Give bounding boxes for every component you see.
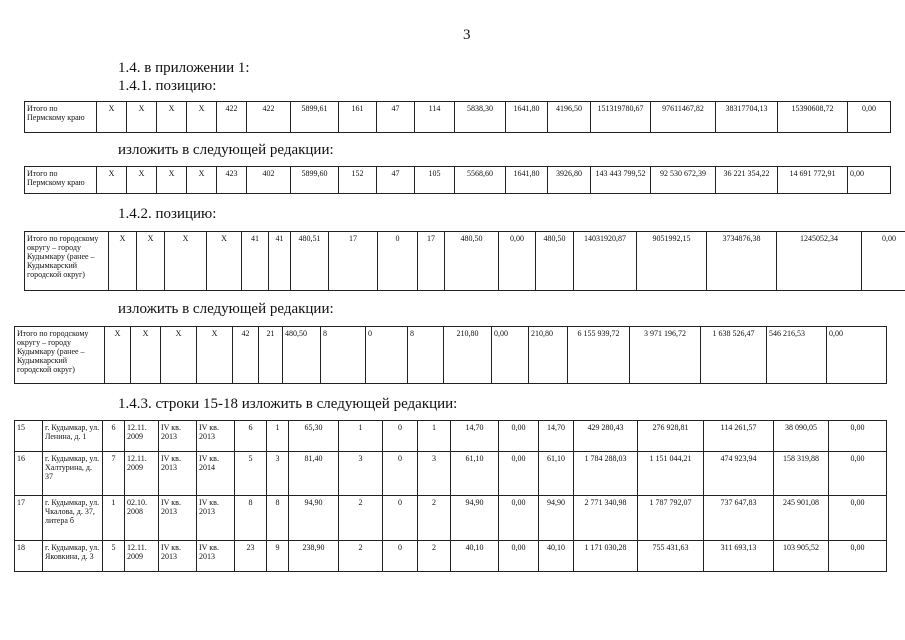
table-cell: 737 647,83 [704, 496, 774, 540]
table-cell: 4196,50 [548, 102, 591, 133]
table-cell: 16 [15, 452, 43, 496]
table-cell: 0,00 [827, 327, 887, 384]
table-cell: 17 [418, 232, 445, 291]
table-cell: X [127, 167, 157, 194]
table-cell: X [127, 102, 157, 133]
table-cell: 1 [339, 421, 383, 452]
table-cell: 15390608,72 [778, 102, 848, 133]
table-cell: 311 693,13 [704, 540, 774, 571]
table-cell: 40,10 [539, 540, 574, 571]
table-cell: 1 151 044,21 [638, 452, 704, 496]
table-cell: IV кв. 2013 [159, 421, 197, 452]
table-cell: 9051992,15 [637, 232, 707, 291]
table-row [15, 327, 887, 384]
table-cell: 151319780,67 [591, 102, 651, 133]
table-cell: 1 787 792,07 [638, 496, 704, 540]
table-cell: 1 [418, 421, 451, 452]
table-cell: 18 [15, 540, 43, 571]
table-row [25, 102, 891, 133]
table-cell: X [97, 167, 127, 194]
table-cell: 3734876,38 [707, 232, 777, 291]
table-cell: 0 [383, 452, 418, 496]
table-cell: IV кв. 2013 [159, 452, 197, 496]
table-cell: IV кв. 2014 [197, 452, 235, 496]
table-position-1-4-2-new [14, 326, 887, 384]
table-cell: 7 [103, 452, 125, 496]
table-cell: 6 155 939,72 [568, 327, 630, 384]
table-cell: 480,51 [291, 232, 329, 291]
table-cell: 1 784 288,03 [574, 452, 638, 496]
table-cell: X [197, 327, 233, 384]
table-cell: X [137, 232, 165, 291]
table-cell: 1 638 526,47 [701, 327, 767, 384]
table-cell: 0,00 [862, 232, 905, 291]
table-cell: 1 [267, 421, 289, 452]
table-cell: 12.11. 2009 [125, 421, 159, 452]
table-cell: 38317704,13 [716, 102, 778, 133]
table-cell: 1641,80 [506, 167, 548, 194]
table-cell: 114 [415, 102, 455, 133]
table-cell: 480,50 [283, 327, 321, 384]
table-cell: X [109, 232, 137, 291]
table-cell: 0 [383, 540, 418, 571]
table-cell: 480,50 [445, 232, 499, 291]
heading-rows-15-18: 1.4.3. строки 15-18 изложить в следующей редакции: [118, 396, 458, 412]
table-cell: 245 901,08 [774, 496, 829, 540]
table-cell: 15 [15, 421, 43, 452]
table-cell: г. Кудымкар, ул. Чкалова, д. 37, литера б [43, 496, 103, 540]
table-cell: 17 [15, 496, 43, 540]
table-cell: 6 [103, 421, 125, 452]
table-cell: 92 530 672,39 [651, 167, 716, 194]
table-position-1-4-2-original [24, 231, 905, 291]
table-cell: 2 [418, 496, 451, 540]
table-cell: 0,00 [829, 540, 887, 571]
table-cell: 755 431,63 [638, 540, 704, 571]
table-cell: 97611467,82 [651, 102, 716, 133]
table-cell: 402 [247, 167, 291, 194]
table-cell: 41 [269, 232, 291, 291]
table-cell: 47 [377, 167, 415, 194]
table-cell: г. Кудымкар, ул. Яковкина, д. 3 [43, 540, 103, 571]
table-rows-15-18 [14, 420, 887, 572]
table-cell: IV кв. 2013 [159, 540, 197, 571]
table-cell: 423 [217, 167, 247, 194]
table-cell: 42 [233, 327, 259, 384]
table-cell: 8 [235, 496, 267, 540]
table-cell: X [165, 232, 207, 291]
heading-position-1-4-2: 1.4.2. позицию: [118, 206, 217, 222]
table-cell: 9 [267, 540, 289, 571]
table-position-1-4-1-new [24, 166, 891, 194]
table-cell: 94,90 [289, 496, 339, 540]
table-cell: 3 [418, 452, 451, 496]
table-cell: 02.10. 2008 [125, 496, 159, 540]
table-cell: IV кв. 2013 [197, 540, 235, 571]
table-cell: 94,90 [539, 496, 574, 540]
table-cell: IV кв. 2013 [197, 496, 235, 540]
table-cell: 0 [383, 421, 418, 452]
table-cell: 8 [267, 496, 289, 540]
table-row [15, 452, 887, 496]
table-cell: 276 928,81 [638, 421, 704, 452]
table-cell: 12.11. 2009 [125, 540, 159, 571]
heading-new-edition-2: изложить в следующей редакции: [118, 301, 334, 317]
table-cell: 238,90 [289, 540, 339, 571]
table-cell: 17 [329, 232, 378, 291]
table-cell: 1245052,34 [777, 232, 862, 291]
table-cell: 38 090,05 [774, 421, 829, 452]
table-cell: 5 [103, 540, 125, 571]
page-number: 3 [463, 27, 471, 43]
heading-section-1-4: 1.4. в приложении 1: [118, 60, 250, 76]
table-cell: 21 [259, 327, 283, 384]
table-cell: 5 [235, 452, 267, 496]
row-label: Итого по городскому округу – городу Кудымкару (ранее – Кудымкарский городской округ) [25, 232, 109, 291]
table-cell: 8 [408, 327, 444, 384]
table-cell: 422 [247, 102, 291, 133]
table-cell: 0 [366, 327, 408, 384]
table-cell: 0 [378, 232, 418, 291]
table-cell: 210,80 [444, 327, 492, 384]
table-cell: г. Кудымкар, ул. Ленина, д. 1 [43, 421, 103, 452]
table-cell: 0,00 [499, 540, 539, 571]
table-cell: 2 [418, 540, 451, 571]
table-cell: 0 [383, 496, 418, 540]
table-cell: 40,10 [451, 540, 499, 571]
table-cell: 0,00 [829, 496, 887, 540]
table-cell: 0,00 [829, 452, 887, 496]
row-label: Итого по Пермскому краю [25, 102, 97, 133]
table-cell: 5838,30 [455, 102, 506, 133]
table-cell: г. Кудымкар, ул. Халтурина, д. 37 [43, 452, 103, 496]
row-label: Итого по Пермскому краю [25, 167, 97, 194]
table-cell: 3 [339, 452, 383, 496]
table-position-1-4-1-original [24, 101, 891, 133]
table-row [15, 496, 887, 540]
table-cell: 14,70 [451, 421, 499, 452]
table-cell: 5568,60 [455, 167, 506, 194]
table-cell: 161 [339, 102, 377, 133]
table-cell: 14 691 772,91 [778, 167, 848, 194]
table-cell: 5899,60 [291, 167, 339, 194]
table-cell: IV кв. 2013 [159, 496, 197, 540]
table-row [25, 167, 891, 194]
heading-position-1-4-1: 1.4.1. позицию: [118, 78, 217, 94]
heading-new-edition-1: изложить в следующей редакции: [118, 142, 334, 158]
table-cell: 1641,80 [506, 102, 548, 133]
table-row [15, 421, 887, 452]
table-cell: 143 443 799,52 [591, 167, 651, 194]
table-cell: 61,10 [539, 452, 574, 496]
table-cell: X [97, 102, 127, 133]
table-cell: 61,10 [451, 452, 499, 496]
table-cell: 152 [339, 167, 377, 194]
table-cell: 1 171 030,28 [574, 540, 638, 571]
table-cell: 158 319,88 [774, 452, 829, 496]
table-cell: X [187, 102, 217, 133]
table-cell: 114 261,57 [704, 421, 774, 452]
table-cell: 14031920,87 [574, 232, 637, 291]
row-label: Итого по городскому округу – городу Кудымкару (ранее – Кудымкарский городской округ) [15, 327, 105, 384]
table-cell: 0,00 [499, 496, 539, 540]
table-cell: 0,00 [499, 452, 539, 496]
table-cell: 0,00 [492, 327, 529, 384]
table-cell: 3926,80 [548, 167, 591, 194]
table-cell: 0,00 [499, 421, 539, 452]
table-cell: 210,80 [529, 327, 568, 384]
table-cell: 36 221 354,22 [716, 167, 778, 194]
table-cell: X [161, 327, 197, 384]
table-cell: 23 [235, 540, 267, 571]
table-row [15, 540, 887, 571]
table-cell: 65,30 [289, 421, 339, 452]
table-cell: IV кв. 2013 [197, 421, 235, 452]
table-cell: X [105, 327, 131, 384]
table-cell: 0,00 [829, 421, 887, 452]
table-cell: 0,00 [499, 232, 536, 291]
table-cell: X [187, 167, 217, 194]
table-cell: 429 280,43 [574, 421, 638, 452]
table-cell: 474 923,94 [704, 452, 774, 496]
table-cell: 0,00 [848, 102, 891, 133]
table-cell: X [131, 327, 161, 384]
table-cell: X [207, 232, 242, 291]
table-cell: 81,40 [289, 452, 339, 496]
table-cell: 47 [377, 102, 415, 133]
table-cell: 0,00 [848, 167, 891, 194]
table-cell: 41 [242, 232, 269, 291]
table-cell: 5899,61 [291, 102, 339, 133]
table-cell: 546 216,53 [767, 327, 827, 384]
table-cell: 2 [339, 496, 383, 540]
table-cell: 103 905,52 [774, 540, 829, 571]
table-cell: 94,90 [451, 496, 499, 540]
table-cell: X [157, 102, 187, 133]
table-cell: 1 [103, 496, 125, 540]
table-cell: 2 [339, 540, 383, 571]
table-cell: 422 [217, 102, 247, 133]
table-cell: 12.11. 2009 [125, 452, 159, 496]
table-cell: 105 [415, 167, 455, 194]
table-cell: 2 771 340,98 [574, 496, 638, 540]
table-row [25, 232, 905, 291]
table-cell: 6 [235, 421, 267, 452]
table-cell: 3 971 196,72 [630, 327, 701, 384]
table-cell: 8 [321, 327, 366, 384]
table-cell: 3 [267, 452, 289, 496]
table-cell: 14,70 [539, 421, 574, 452]
table-cell: X [157, 167, 187, 194]
table-cell: 480,50 [536, 232, 574, 291]
